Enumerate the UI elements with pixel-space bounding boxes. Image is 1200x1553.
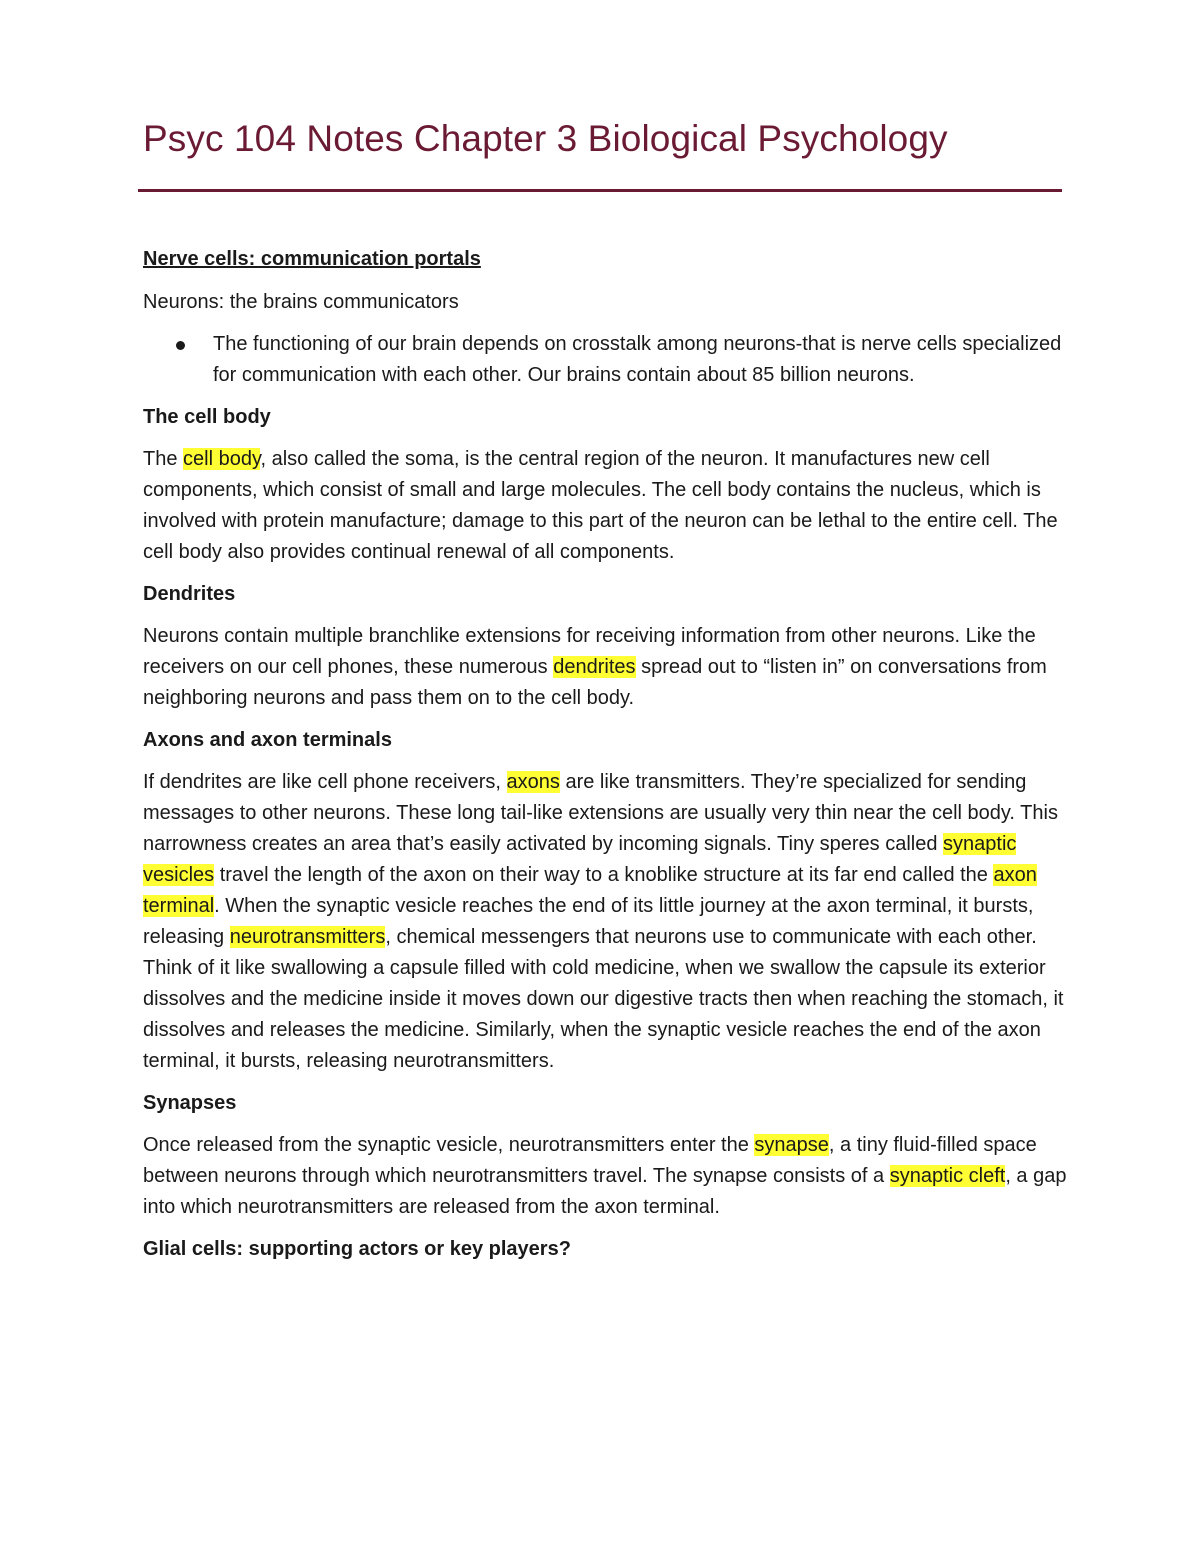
highlight-term: dendrites [553, 656, 636, 678]
section-heading-cell-body: The cell body [143, 406, 271, 428]
text-run: are like transmitters. They’re specialized for sending messages to other neurons. These long tail-like extensions are usually very thin near the cell body. This narrowness creates an area that’s easily activated by incoming signals. Tiny speres called [143, 771, 1058, 855]
highlight-term: synaptic vesicles [143, 833, 1017, 886]
highlight-term: axons [506, 771, 560, 793]
text-run: Once released from the synaptic vesicle, neurotransmitters enter the [143, 1134, 755, 1156]
section-heading-synapses: Synapses [143, 1092, 237, 1114]
text-run: If dendrites are like cell phone receivers, [143, 771, 507, 793]
text-run: The [143, 448, 184, 470]
text-run: , a tiny fluid-filled space between neurons through which neurotransmitters travel. The synapse consists of a [143, 1134, 1037, 1187]
paragraph-cell-body [143, 444, 1068, 568]
highlight-term: synapse [754, 1134, 829, 1156]
text-run: Neurons contain multiple branchlike extensions for receiving information from other neurons. Like the receivers on our cell phones, these numerous [143, 625, 1036, 678]
text-run: , a gap into which neurotransmitters are released from the axon terminal. [143, 1165, 1067, 1218]
highlight-term: neurotransmitters [229, 926, 386, 948]
bullet-list [143, 329, 1068, 391]
text-run: , also called the soma, is the central region of the neuron. It manufactures new cell components, which consist of small and large molecules. The cell body contains the nucleus, which is involved with protein manufacture; damage to this part of the neuron can be lethal to the entire cell. The cell body also provides continual renewal of all components. [143, 448, 1058, 563]
highlight-term: cell body [183, 448, 261, 470]
section-heading-glial-cells: Glial cells: supporting actors or key players? [143, 1238, 571, 1260]
text-run: spread out to “listen in” on conversations from neighboring neurons and pass them on to the cell body. [143, 656, 1047, 709]
highlight-term: axon terminal [143, 864, 1037, 917]
paragraph-axons [143, 767, 1068, 1077]
subheading-neurons: Neurons: the brains communicators [143, 291, 459, 313]
list-item [143, 329, 1068, 391]
bullet-text: The functioning of our brain depends on crosstalk among neurons-that is nerve cells specialized for communication with each other. Our brains contain about 85 billion neurons. [213, 333, 1062, 386]
document-body [143, 244, 1068, 1276]
text-run: , chemical messengers that neurons use to communicate with each other. Think of it like swallowing a capsule filled with cold medicine, when we swallow the capsule its exterior dissolves and the medicine inside it moves down our digestive tracts then when reaching the stomach, it dissolves and releases the medicine. Similarly, when the synaptic vesicle reaches the end of the axon terminal, it bursts, releasing neurotransmitters. [143, 926, 1064, 1072]
bullet-icon [176, 341, 185, 350]
text-run: . When the synaptic vesicle reaches the end of its little journey at the axon terminal, it bursts, releasing [143, 895, 1034, 948]
section-heading-axons: Axons and axon terminals [143, 729, 392, 751]
text-run: travel the length of the axon on their way to a knoblike structure at its far end called the [214, 864, 994, 886]
page-title: Psyc 104 Notes Chapter 3 Biological Psychology [143, 118, 948, 159]
section-heading-dendrites: Dendrites [143, 583, 236, 605]
paragraph-synapses [143, 1130, 1068, 1223]
title-divider [138, 189, 1062, 192]
section-heading-nerve-cells: Nerve cells: communication portals [143, 248, 481, 270]
highlight-term: synaptic cleft [889, 1165, 1006, 1187]
paragraph-dendrites [143, 621, 1068, 714]
